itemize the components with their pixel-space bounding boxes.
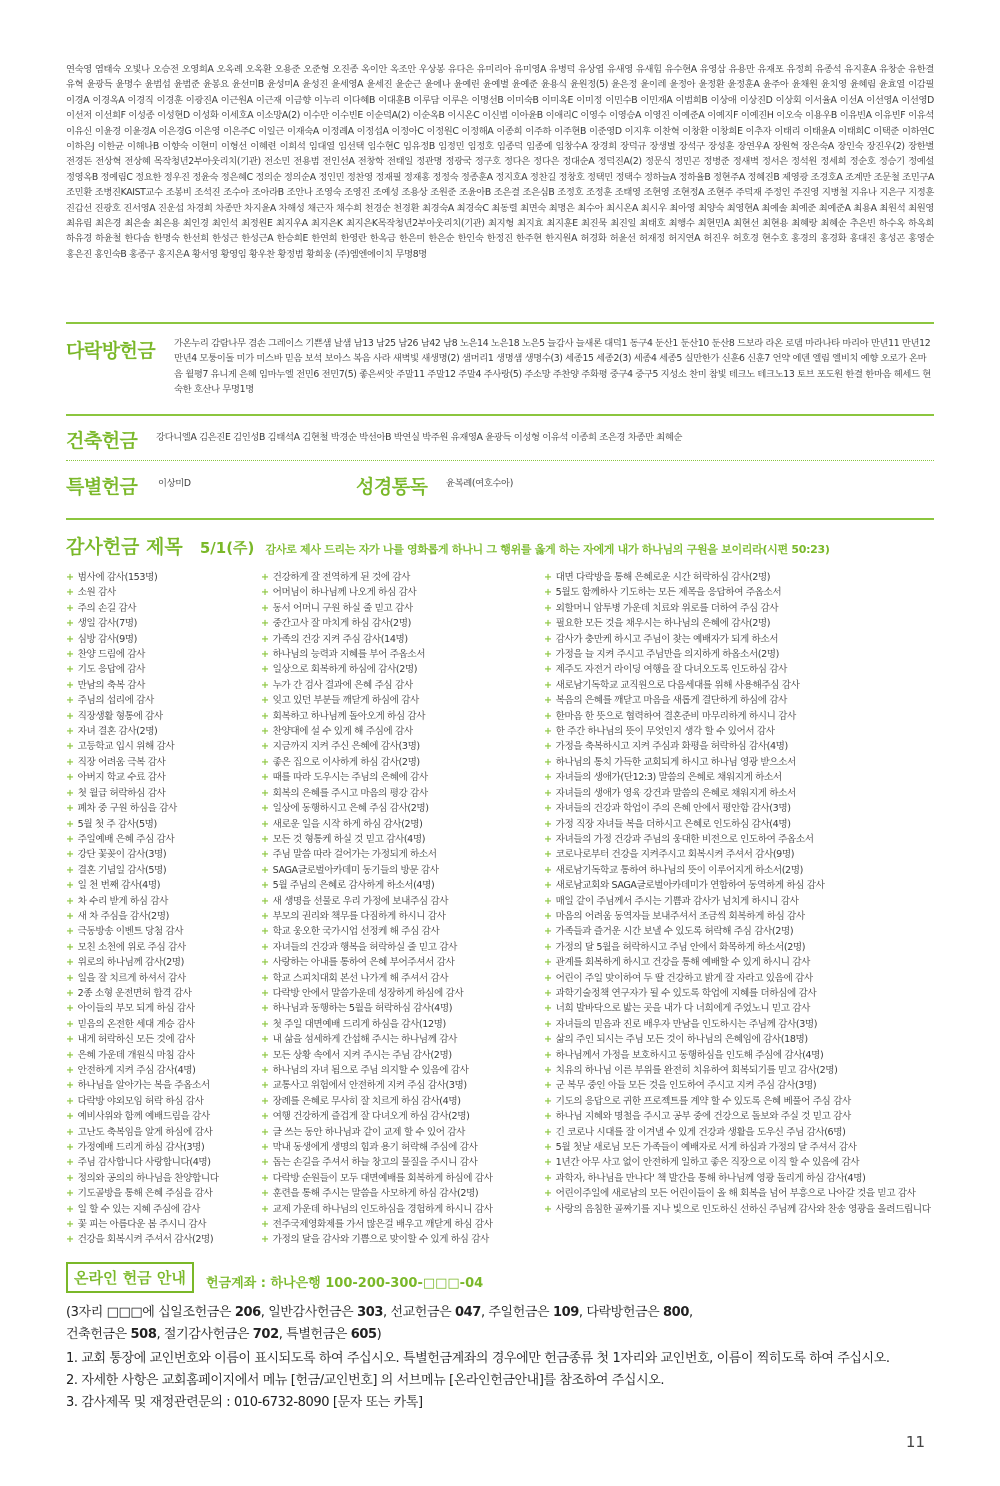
gratitude-item: + 학교 스피치대회 본선 나가게 해 주셔서 감사	[261, 971, 541, 986]
gratitude-item: + 첫 주일 대면예배 드리게 하심을 감사(12명)	[261, 1017, 541, 1032]
gratitude-item: + 차 수리 받게 하심 감사	[66, 894, 256, 909]
gratitude-item: + 누가 간 검사 결과에 은혜 주심 감사	[261, 678, 541, 693]
gratitude-item: + 5월 첫 주 감사(5명)	[66, 817, 256, 832]
gratitude-item: + 자녀들의 생애가 영육 강건과 말씀의 은혜로 채워지게 하소서	[544, 786, 934, 801]
gratitude-item: + 모든 것 형통케 하실 것 믿고 감사(4명)	[261, 832, 541, 847]
gratitude-item: + 주님 감사합니다 사랑합니다(4명)	[66, 1155, 256, 1170]
gratitude-item: + 위로의 하나님께 감사(2명)	[66, 955, 256, 970]
gratitude-item: + 내 삶을 섬세하게 간섭해 주시는 하나님께 감사	[261, 1032, 541, 1047]
gratitude-item: + 회복하고 하나님께 돌아오게 하심 감사	[261, 709, 541, 724]
gratitude-item: + 2종 소형 운전면허 합격 감사	[66, 986, 256, 1001]
gratitude-col-1	[66, 570, 256, 1248]
gratitude-item: + 가정을 축복하시고 지켜 주심과 화평을 허락하심 감사(4명)	[544, 739, 934, 754]
gratitude-item: + 필요한 모든 것을 채우시는 하나님의 은혜에 감사(2명)	[544, 616, 934, 631]
gratitude-item: + 과학기술정책 연구자가 될 수 있도록 학업에 지혜를 더하심에 감사	[544, 986, 934, 1001]
gratitude-item: + 새로남기독학교 교직원으로 다음세대를 위해 사용해주심 감사	[544, 678, 934, 693]
gratitude-item: + 동서 어머니 구원 하실 줄 믿고 감사	[261, 601, 541, 616]
gratitude-item: + 생일 감사(7명)	[66, 616, 256, 631]
gratitude-item: + 다락방 순원들이 모두 대면예배를 회복하게 하심에 감사	[261, 1171, 541, 1186]
gratitude-item: + 새 차 주심을 감사(2명)	[66, 909, 256, 924]
gratitude-item: + 하나님의 통치 가득한 교회되게 하시고 하나님 영광 받으소서	[544, 755, 934, 770]
gratitude-item: + 은혜 가운데 개원식 마침 감사	[66, 1048, 256, 1063]
gratitude-item: + 일상에 동행하시고 은혜 주심 감사(2명)	[261, 801, 541, 816]
gratitude-item: + 기도의 응답으로 귀한 프로젝트를 계약 할 수 있도록 은혜 베풀어 주심 감사	[544, 1094, 934, 1109]
gratitude-item: + 일 할 수 있는 지혜 주심에 감사	[66, 1202, 256, 1217]
gratitude-item: + 돕는 손길을 주셔서 하늘 창고의 물질을 주시니 감사	[261, 1155, 541, 1170]
gratitude-item: + 치유의 하나님 이른 부위를 완전히 치유하여 회복되기를 믿고 감사(2명)	[544, 1063, 934, 1078]
gratitude-item: + 찬양대에 설 수 있게 해 주심에 감사	[261, 724, 541, 739]
gratitude-item: + 기도골방을 통해 은혜 주심을 감사	[66, 1186, 256, 1201]
gratitude-item: + 하나님께서 가정을 보호하시고 동행하심을 인도해 주심에 감사(4명)	[544, 1048, 934, 1063]
gratitude-col-3	[544, 570, 934, 1217]
gratitude-item: + 꽃 피는 아름다운 봄 주시니 감사	[66, 1217, 256, 1232]
building-section	[66, 426, 934, 456]
donor-names-list: 연숙영 염태숙 오빛나 오승전 오영희A 오옥례 오옥환 오용준 오준형 오진종 옥이안 옥조안 우상봉 유다은 유미리아 유미영A 유병덕 유상엽 유새영 유새힘 유수현A 유영삼 유용만 유재포 유정희 유종석 유지훈A 유창순 유한결 유혁 윤광득 윤명수 윤범섭 윤범준 윤봉요 윤선미B 윤성미A 윤성진 윤세영A 윤세진 윤순근 윤에나 윤예린 윤예별 윤예준 윤용식 윤원정(5) 윤은정 윤이레 윤정아 윤정환 윤정훈A 윤주아 윤채원 윤치영 윤혜림 윤효열 이감필 이경A 이경옥A 이경직 이경훈 이광진A 이근원A 이근재 이금향 이누리 이다혜B 이대훈B 이루담 이루은 이명선B 이미숙B 이미옥E 이미정 이민수B 이민재A 이범희B 이상애 이상진D 이상회 이서율A 이선A 이선영A 이선영D 이선저 이선희F 이성종 이성현D 이성화 이세호A 이소망A(2) 이수만 이수빈E 이순덕A(2) 이순옥B 이시온C 이신범 이아윤B 이애리C 이영수 이영승A 이영진 이예준A 이예지F 이예진H 이오숙 이용우B 이유빈A 이유빈F 이유석 이유신 이윤경 이윤경A 이은경G 이은영 이은주C 이일근 이재숙A 이정례A 이정섭A 이정아C 이정원C 이정해A 이종희 이주하 이주현B 이준영D 이지후 이찬혁 이창환 이창희E 이추자 이태리 이태윤A 이태희C 이택준 이하연C 이하은J 이한균 이해나B 이향숙 이현미 이형선 이혜련 이희석 임대열 임선택 임수현C 임유정B 임정민 임정호 임종덕 임종예 임창수A 장경희 장덕규 장생별 장석구 장성훈 장연우A 장원혁 장은숙A 장인숙 장진우(2) 장한별 전경돈 전상혁 전상혜 목작청년2부아웃리치(기관) 전소민 전용범 전인선A 전창학 전태일 정관명 정광국 정구호 정다은 정다은 정대순A 정덕진A(2) 정문식 정민곤 정병준 정새벽 정서은 정석원 정세희 정순호 정승기 정예설 정영옥B 정예림C 정요한 정우진 정윤숙 정은혜C 정의순 정의순A 정인민 정찬영 정재필 정재홍 정정숙 정종훈A 정지호A 정찬길 정창호 정택민 정택수 정하늘A 정하율B 정현주A 정혜진B 제영광 조경호A 조계만 조문철 조민구A 조민환 조병진KAIST교수 조봉비 조석진 조수아 조아라B 조안나 조영숙 조영진 조예성 조용상 조원준 조윤아B 조은결 조은심B 조정호 조정훈 조태영 조현영 조현정A 조현주 주덕재 주정인 주진영 지병철 지유나 지은구 지정훈 진갑선 진광호 진서영A 진운섭 차경희 차종만 차지윤A 차해성 채근자 채수희 천경순 천경환 최경숙A 최경숙C 최동렬 최면숙 최명은 최수아 최시온A 최시우 최아영 최양숙 최영현A 최예솔 최예준 최예준A 최용A 최원석 최원영 최유림 최은경 최은솔 최은용 최인경 최인석 최정원E 최지우A 최지은K 최지은K목작청년2부아웃리치(기관) 최지형 최지효 최지훈E 최진묵 최진일 최태호 최행수 최현민A 최현선 최현용 최혜랑 최혜순 추은빈 하수옥 하옥희 하유경 하윤철 한다솜 한명숙 한선희 한성근 한성근A 한승희E 한연희 한영란 한옥금 한은미 한은순 한인숙 한정진 한주현 한지원A 허경화 허윤선 허재정 허지연A 허진우 허호경 현수호 홍경의 홍경화 홍대진 홍성곤 홍영순 홍은진 홍인숙B 홍종구 홍지은A 황서영 황영임 황우찬 황정범 황희웅 (주)엠엔에이치 무명8명	[66, 64, 934, 260]
gratitude-item: + 내게 허락하신 모든 것에 감사	[66, 1032, 256, 1047]
gratitude-verse: 감사로 제사 드리는 자가 나를 영화롭게 하나니 그 행위를 옳게 하는 자에게 내가 하나님의 구원을 보이리라(시편 50:23)	[265, 543, 830, 556]
gratitude-item: + 자녀들의 건강과 행복을 허락하실 줄 믿고 감사	[261, 940, 541, 955]
darakbang-names: 가온누리 감람나무 겸손 그레이스 기쁜샘 날샘 남13 남25 남26 남42 남8 노은14 노은18 노은5 늘감사 늘새론 대덕1 동구4 둔산1 둔산10 둔산8 드보라 라온 로뎀 마라나타 마리아 만년11 만년12 만년4 모퉁이돌 미가 미스바 믿음 보석 보아스 복음 사라 새벽빛 새생명(2) 샘머리1 생명샘 생명수(3) 세종15 세종2(3) 세종4 세종5 실만한가 신훈6 신훈7 언약 에덴 엘림 엘비치 예향 오로가 온마음 월평7 유니게 은혜 임마누엘 전민6 전민7(5) 좋은씨앗 주말11 주말12 주말4 주사랑(5) 주소망 주찬양 주화평 중구4 중구5 지성소 찬미 참빛 테크노 테크노13 토브 포도원 한결 한마음 헤세드 현숙한 호산나 무명1명	[174, 338, 931, 396]
gratitude-item: + 찬양 드림에 감사	[66, 647, 256, 662]
gratitude-item: + 가족들과 즐거운 시간 보낼 수 있도록 허락해 주심 감사(2명)	[544, 924, 934, 939]
gratitude-item: + 마음의 어려움 동역자들 보내주셔서 조금씩 회복하게 하심 감사	[544, 909, 934, 924]
gratitude-item: + 결혼 기념일 감사(5명)	[66, 863, 256, 878]
gratitude-item: + 새로남기독학교 통하여 하나님의 뜻이 이루어지게 하소서(2명)	[544, 863, 934, 878]
bible-names: 윤복례(여호수아)	[446, 478, 513, 489]
offering-codes-line-1: (3자리 □□□에 십일조헌금은 206, 일반감사헌금은 303, 선교헌금은 047, 주일헌금은 109, 다락방헌금은 800,	[66, 1305, 693, 1320]
gratitude-item: + 하나님의 자녀 됨으로 주님 의지할 수 있음에 감사	[261, 1063, 541, 1078]
gratitude-item: + 전주국제영화제를 가서 많은걸 배우고 깨닫게 하심 감사	[261, 1217, 541, 1232]
bible-title: 성경통독	[356, 476, 428, 498]
special-names: 이상미D	[158, 478, 191, 489]
gratitude-item: + 소원 감사	[66, 585, 256, 600]
section-divider	[66, 322, 934, 324]
offering-note-2: 2. 자세한 사항은 교회홈페이지에서 메뉴 [헌금/교인번호] 의 서브메뉴 [온라인헌금안내]를 참조하여 주십시오.	[66, 1373, 665, 1388]
gratitude-item: + 일상으로 회복하게 하심에 감사(2명)	[261, 662, 541, 677]
gratitude-item: + 고난도 축복임을 알게 하심에 감사	[66, 1125, 256, 1140]
gratitude-item: + 어머님이 하나님께 나오게 하심 감사	[261, 585, 541, 600]
gratitude-item: + 과학자, 하나님을 만나다' 책 발간을 통해 하나님께 영광 돌리게 하심 감사(4명)	[544, 1171, 934, 1186]
gratitude-item: + 좋은 집으로 이사하게 하심 감사(2명)	[261, 755, 541, 770]
gratitude-item: + 5월도 함께하사 기도하는 모든 제목을 응답하여 주옵소서	[544, 585, 934, 600]
gratitude-item: + 안전하게 지켜 주심 감사(4명)	[66, 1063, 256, 1078]
gratitude-item: + 정의와 공의의 하나님을 찬양합니다	[66, 1171, 256, 1186]
gratitude-item: + 강단 꽃꽂이 감사(3명)	[66, 847, 256, 862]
gratitude-item: + 한마음 한 뜻으로 협력하여 결혼준비 마무리하게 하시니 감사	[544, 709, 934, 724]
gratitude-item: + 코로나로부터 건강을 지켜주시고 회복시켜 주셔서 감사(9명)	[544, 847, 934, 862]
gratitude-item: + 일을 잘 치르게 하셔서 감사	[66, 971, 256, 986]
gratitude-item: + 5월 첫날 새로님 모든 가족들이 예배자로 서게 하심과 가정의 달 주셔서 감사	[544, 1140, 934, 1155]
gratitude-item: + 막내 동생에게 생명의 힘과 용기 허락해 주심에 감사	[261, 1140, 541, 1155]
gratitude-item: + 자녀 결혼 감사(2명)	[66, 724, 256, 739]
darakbang-title: 다락방헌금	[66, 340, 156, 362]
gratitude-item: + 감사가 충만케 하시고 주님이 찾는 예배자가 되게 하소서	[544, 632, 934, 647]
gratitude-item: + 제주도 자전거 라이딩 여행을 잘 다녀오도록 인도하심 감사	[544, 662, 934, 677]
gratitude-item: + 범사에 감사(153명)	[66, 570, 256, 585]
gratitude-item: + 다락방 야외모임 허락 하심 감사	[66, 1094, 256, 1109]
gratitude-item: + 다락방 안에서 말씀가운데 성장하게 하심에 감사	[261, 986, 541, 1001]
gratitude-item: + 어린이주일에 새로남의 모든 어린이들이 올 해 회복을 넘어 부흥으로 나아갈 것을 믿고 감사	[544, 1186, 934, 1201]
online-badge: 온라인 헌금 안내	[66, 1262, 194, 1293]
gratitude-item: + 하나님 지혜와 명철을 주시고 공부 중에 건강으로 돌보와 주실 것 믿고 감사	[544, 1109, 934, 1124]
gratitude-item: + 하나님과 동행하는 5월을 허락하심 감사(4명)	[261, 1001, 541, 1016]
gratitude-item: + 부모의 권리와 책무를 다짐하게 하시니 감사	[261, 909, 541, 924]
gratitude-item: + 외할머니 암투병 가운데 치료와 위로를 더하여 주심 감사	[544, 601, 934, 616]
gratitude-item: + 자녀들의 믿음과 진로 배우자 만남을 인도하시는 주님께 감사(3명)	[544, 1017, 934, 1032]
gratitude-item: + 가정의 달 5월을 허락하시고 주님 안에서 화목하게 하소서(2명)	[544, 940, 934, 955]
gratitude-item: + 중간고사 잘 마치게 하심 감사(2명)	[261, 616, 541, 631]
gratitude-item: + 극동방송 이벤트 당첨 감사	[66, 924, 256, 939]
gratitude-item: + 삶의 주인 되시는 주님 모든 것이 하나님의 은혜임에 감사(18명)	[544, 1032, 934, 1047]
gratitude-item: + 예비사위와 함께 예배드림을 감사	[66, 1109, 256, 1124]
section-divider	[66, 518, 934, 520]
gratitude-item: + 아이들의 부모 되게 하심 감사	[66, 1001, 256, 1016]
gratitude-item: + 주의 손길 감사	[66, 601, 256, 616]
gratitude-item: + 믿음의 온전한 세대 계승 감사	[66, 1017, 256, 1032]
gratitude-item: + 하나님의 능력과 지혜를 부어 주옵소서	[261, 647, 541, 662]
gratitude-item: + 대면 다락방을 통해 은혜로운 시간 허락하심 감사(2명)	[544, 570, 934, 585]
gratitude-item: + 사랑의 음침한 골짜기를 지나 빛으로 인도하신 선하신 주님께 감사와 찬송 영광을 올려드립니다	[544, 1202, 934, 1217]
gratitude-col-2	[261, 570, 541, 1248]
section-divider	[66, 414, 934, 416]
gratitude-item: + 건강을 회복시켜 주셔서 감사(2명)	[66, 1232, 256, 1247]
gratitude-item: + 어린이 주일 맞이하여 두 딸 건강하고 밝게 잘 자라고 있음에 감사	[544, 971, 934, 986]
gratitude-item: + 1년간 아무 사고 없이 안전하게 일하고 좋은 직장으로 이직 할 수 있음에 감사	[544, 1155, 934, 1170]
darakbang-section	[66, 336, 934, 436]
gratitude-item: + 5월 주님의 은혜로 감사하게 하소서(4명)	[261, 878, 541, 893]
building-title: 건축헌금	[66, 430, 138, 452]
gratitude-item: + 고등학교 입시 위해 감사	[66, 739, 256, 754]
gratitude-item: + 주님 말씀 따라 걸어가는 가정되게 하소서	[261, 847, 541, 862]
gratitude-item: + 새로운 일을 시작 하게 하심 감사(2명)	[261, 817, 541, 832]
gratitude-item: + 새 생명을 선물로 우리 가정에 보내주심 감사	[261, 894, 541, 909]
gratitude-item: + 주님의 섭리에 감사	[66, 693, 256, 708]
gratitude-item: + 매일 같이 주님께서 주시는 기쁨과 감사가 넘치게 하시니 감사	[544, 894, 934, 909]
gratitude-item: + 심방 감사(9명)	[66, 632, 256, 647]
gratitude-item: + 긴 코로나 시대를 잘 이겨낼 수 있게 건강과 생활을 도우신 주님 감사(6명)	[544, 1125, 934, 1140]
gratitude-item: + 학교 웅오한 국가시업 선정케 해 주심 감사	[261, 924, 541, 939]
gratitude-item: + 잊고 있던 부분들 깨닫게 하심에 감사	[261, 693, 541, 708]
gratitude-item: + 너희 발바닥으로 밟는 곳을 내가 다 너희에게 주었노니 믿고 감사	[544, 1001, 934, 1016]
gratitude-item: + 때를 따라 도우시는 주님의 은혜에 감사	[261, 770, 541, 785]
gratitude-item: + 교통사고 위험에서 안전하게 지켜 주심 감사(3명)	[261, 1078, 541, 1093]
offering-codes-line-2: 건축헌금은 508, 절기감사헌금은 702, 특별헌금은 605)	[66, 1327, 382, 1342]
page-number: 11	[905, 1433, 925, 1451]
section-divider	[66, 460, 934, 461]
gratitude-item: + 훈련을 통해 주시는 말씀을 사모하게 하심 감사(2명)	[261, 1186, 541, 1201]
gratitude-item: + 만남의 축복 감사	[66, 678, 256, 693]
gratitude-item: + 일 천 번째 감사(4명)	[66, 878, 256, 893]
gratitude-item: + 주일예배 은혜 주심 감사	[66, 832, 256, 847]
gratitude-item: + 지금까지 지켜 주신 은혜에 감사(3명)	[261, 739, 541, 754]
gratitude-item: + 복음의 은혜를 깨닫고 마음을 새롭게 결단하게 하심에 감사	[544, 693, 934, 708]
gratitude-item: + 장례를 은혜로 무사히 잘 치르게 하심 감사(4명)	[261, 1094, 541, 1109]
gratitude-item: + 가정을 늘 지켜 주시고 주님만을 의지하게 하옵소서(2명)	[544, 647, 934, 662]
gratitude-item: + 회복의 은혜를 주시고 마음의 평강 감사	[261, 786, 541, 801]
gratitude-item: + 하나님을 알아가는 복을 주옵소서	[66, 1078, 256, 1093]
gratitude-item: + 직장생활 형통에 감사	[66, 709, 256, 724]
gratitude-item: + 자녀들의 가정 건강과 주님의 웅대한 비전으로 인도하여 주옵소서	[544, 832, 934, 847]
gratitude-item: + 글 쓰는 동안 하나님과 같이 교제 할 수 있어 감사	[261, 1125, 541, 1140]
gratitude-item: + 관계를 회복하게 하시고 건강을 통해 예배할 수 있게 하시니 감사	[544, 955, 934, 970]
gratitude-item: + 자녀들의 건강과 학업이 주의 은혜 안에서 평안함 감사(3명)	[544, 801, 934, 816]
gratitude-item: + 건강하게 잘 전역하게 된 것에 감사	[261, 570, 541, 585]
offering-note-3: 3. 감사제목 및 재정관련문의 : 010-6732-8090 [문자 또는 카톡]	[66, 1395, 423, 1410]
offering-note-1: 1. 교회 통장에 교인번호와 이름이 표시되도록 하여 주십시오. 특별헌금계좌의 경우에만 헌금종류 첫 1자리와 교인번호, 이름이 찍히도록 하여 주십시오.	[66, 1351, 890, 1366]
gratitude-item: + 폐차 중 구원 하심을 감사	[66, 801, 256, 816]
building-names: 강다니엘A 김은진E 김인성B 김태석A 김현철 박경순 박선아B 박연실 박주원 유재영A 윤광득 이성형 이유석 이종희 조은경 차종만 최혜순	[156, 432, 683, 443]
gratitude-item: + 기도 응답에 감사	[66, 662, 256, 677]
gratitude-item: + 한 주간 하나님의 뜻이 무엇인지 생각 할 수 있어서 감사	[544, 724, 934, 739]
gratitude-item: + 가정의 달을 감사와 기쁨으로 맞이할 수 있게 하심 감사	[261, 1232, 541, 1247]
special-title: 특별헌금	[66, 476, 138, 498]
special-section	[66, 472, 934, 502]
gratitude-item: + 자녀들의 생애가(단12:3) 말씀의 은혜로 채워지게 하소서	[544, 770, 934, 785]
gratitude-item: + 군 복무 중인 아들 모든 것을 인도하여 주시고 지켜 주심 감사(3명)	[544, 1078, 934, 1093]
gratitude-item: + 모친 소천에 위로 주심 감사	[66, 940, 256, 955]
gratitude-item: + 모든 상황 속에서 지켜 주시는 주님 감사(2명)	[261, 1048, 541, 1063]
gratitude-item: + 여행 건강하게 즐겁게 잘 다녀오게 하심 감사(2명)	[261, 1109, 541, 1124]
offering-codes	[66, 1302, 934, 1414]
gratitude-header	[66, 532, 934, 562]
gratitude-item: + 가정 직장 자녀들 복을 더하시고 은혜로 인도하심 감사(4명)	[544, 817, 934, 832]
gratitude-item: + 직장 어려움 극복 감사	[66, 755, 256, 770]
gratitude-item: + 첫 월급 허락하심 감사	[66, 786, 256, 801]
offering-account: 헌금계좌 : 하나은행 100-200-300-□□□-04	[206, 1276, 484, 1291]
gratitude-item: + 가정예배 드리게 하심 감사(3명)	[66, 1140, 256, 1155]
gratitude-title: 감사헌금 제목	[66, 536, 183, 558]
gratitude-item: + 가족의 건강 지켜 주심 감사(14명)	[261, 632, 541, 647]
gratitude-item: + 사랑하는 아내를 통하여 은혜 부어주셔서 감사	[261, 955, 541, 970]
gratitude-item: + 새로남교회와 SAGA글로벌아카데미가 연합하여 동역하게 하심 감사	[544, 878, 934, 893]
gratitude-item: + 아버지 학교 수료 감사	[66, 770, 256, 785]
gratitude-item: + 교제 가운데 하나님의 인도하심을 경험하게 하시니 감사	[261, 1202, 541, 1217]
gratitude-item: + SAGA글로벌아카데미 동기들의 방문 감사	[261, 863, 541, 878]
gratitude-date: 5/1(주)	[199, 539, 255, 557]
